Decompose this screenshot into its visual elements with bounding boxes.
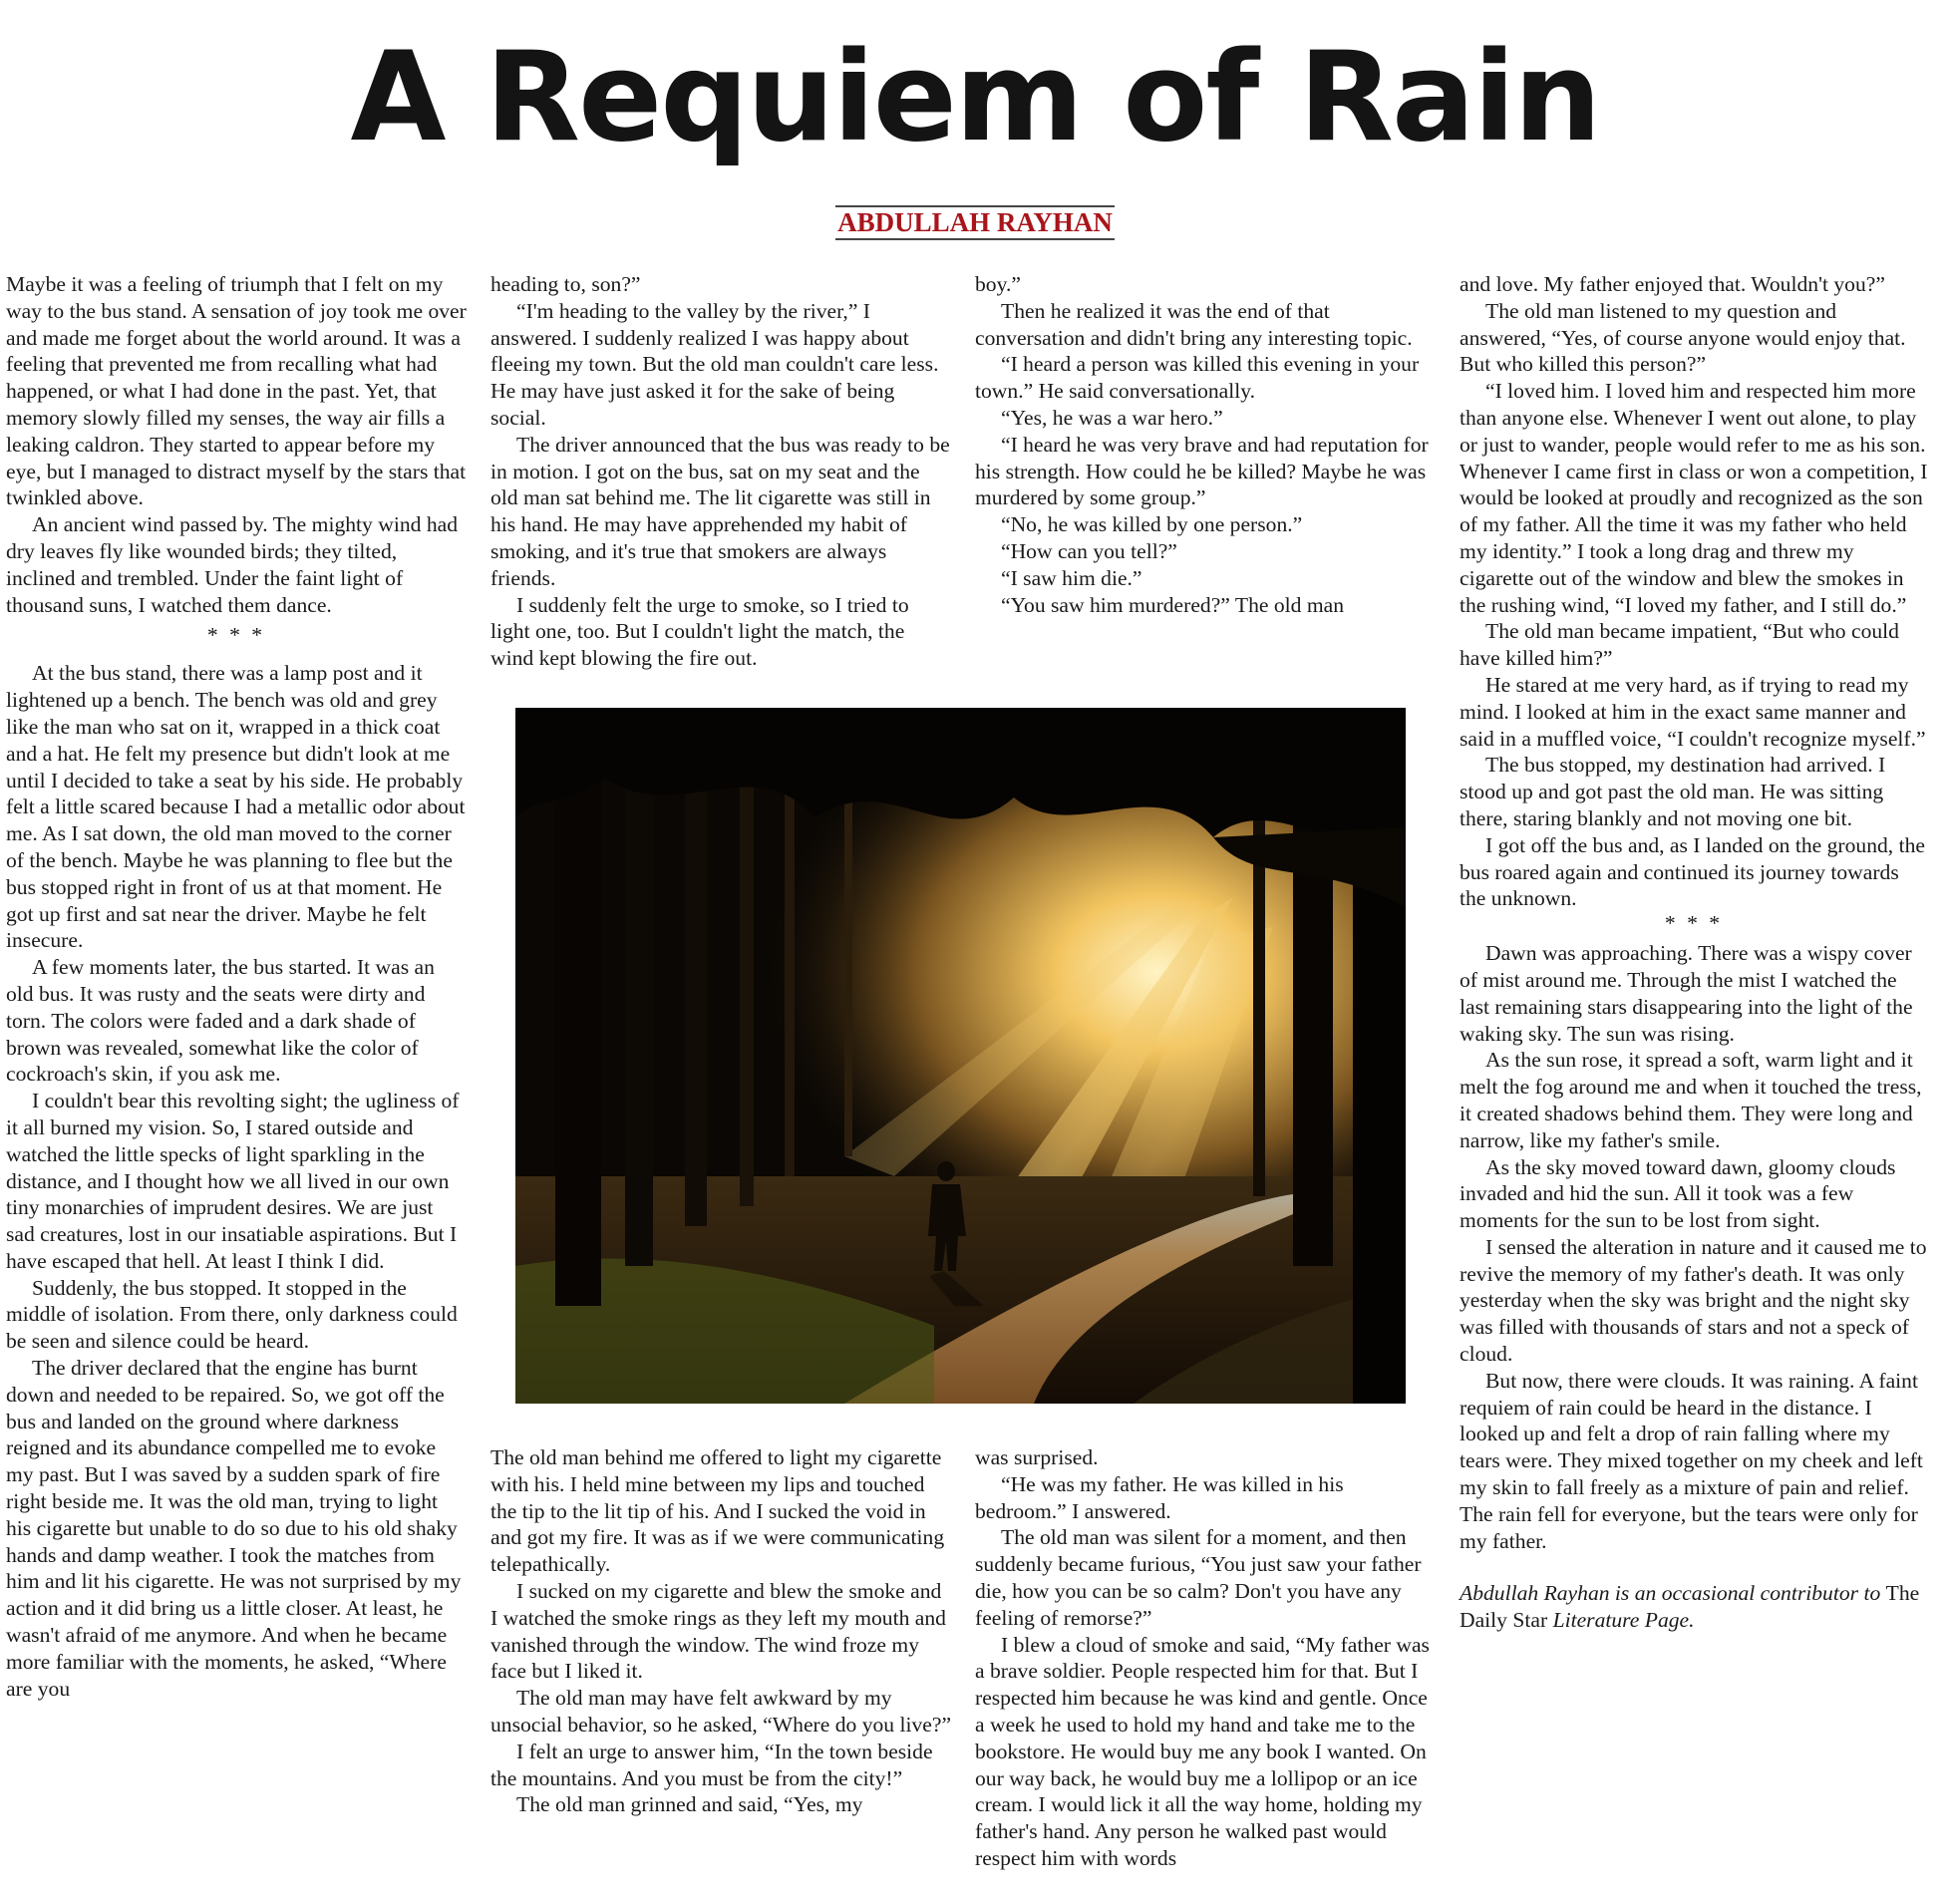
paragraph: The old man grinned and said, “Yes, my: [516, 1792, 863, 1817]
paragraph: “I'm heading to the valley by the river,” I answered. I suddenly realized I was happy about fleeing my town. But the old man couldn't care less. He may have just asked it for the sake of being social.: [490, 298, 939, 430]
paragraph: Dawn was approaching. There was a wispy cover of mist around me. Through the mist I watched the last remaining stars disappearing into the light of the waking sky. The sun was rising.: [1460, 941, 1913, 1046]
column-1: [6, 271, 467, 1702]
paragraph: I felt an urge to answer him, “In the town beside the mountains. And you must be from the city!”: [490, 1739, 933, 1790]
paragraph: The old man may have felt awkward by my unsocial behavior, so he asked, “Where do you live?”: [490, 1686, 952, 1737]
paragraph: The old man was silent for a moment, and then suddenly became furious, “You just saw your father die, how you can be so calm? Don't you have any feeling of remorse?”: [975, 1525, 1422, 1630]
paragraph: An ancient wind passed by. The mighty wind had dry leaves fly like wounded birds; they tilted, inclined and trembled. Under the faint light of thousand suns, I watched them dance.: [6, 512, 459, 617]
paragraph: heading to, son?”: [490, 272, 641, 296]
article-title: A Requiem of Rain: [350, 26, 1600, 169]
column-3-top: [975, 271, 1434, 618]
paragraph: The bus stopped, my destination had arrived. I stood up and got past the old man. He was sitting there, staring blankly and not moving one bit.: [1460, 753, 1886, 830]
contributor-note-suffix: Literature Page.: [1552, 1608, 1695, 1633]
column-4: [1460, 271, 1928, 1634]
paragraph: He stared at me very hard, as if trying to read my mind. I looked at him in the exact same manner and said in a muffled voice, “I couldn't recognize myself.”: [1460, 672, 1926, 751]
contributor-note: [1460, 1580, 1928, 1634]
paragraph: I got off the bus and, as I landed on the ground, the bus roared again and continued its journey towards the unknown.: [1460, 832, 1925, 911]
paragraph: was surprised.: [975, 1445, 1099, 1469]
paragraph: “How can you tell?”: [1001, 538, 1177, 563]
paragraph: “I saw him die.”: [1001, 565, 1142, 590]
column-2-top: [490, 271, 952, 672]
paragraph: Maybe it was a feeling of triumph that I felt on my way to the bus stand. A sensation of joy took me over and made me forget about the world around. It was a feeling that prevented me from recalling what had happened, or what I had done in the past. Yet, that memory slowly filled my senses, the way air fills a leaking caldron. They started to appear before my eye, but I managed to distract myself by the stars that twinkled above.: [6, 272, 467, 510]
paragraph: The driver announced that the bus was ready to be in motion. I got on the bus, sat on my seat and the old man sat behind me. The lit cigarette was still in his hand. He may have apprehended my habit of smoking, and it's true that smokers are always friends.: [490, 432, 950, 590]
forest-path-illustration: [515, 708, 1406, 1404]
paragraph: I blew a cloud of smoke and said, “My father was a brave soldier. People respected him for that. But I respected him because he was kind and gentle. Once a week he used to hold my hand and take me to the bookstore. He would buy me any book I wanted. On our way back, he would buy me a lollipop or an ice cream. I would lick it all the way home, holding my father's hand. Any person he walked past would respect him with words: [975, 1632, 1430, 1870]
paragraph: boy.”: [975, 272, 1021, 296]
section-break: * * *: [206, 623, 266, 648]
paragraph: “You saw him murdered?” The old man: [1001, 592, 1345, 617]
paragraph: “I loved him. I loved him and respected him more than anyone else. Whenever I went out alone, to play or just to wander, people would refer to me as his son. Whenever I came first in class or won a competition, I would be looked at proudly and recognized as the son of my father. All the time it was my father who held my identity.” I took a long drag and threw my cigarette out of the window and blew the smokes in the rushing wind, “I loved my father, and I still do.”: [1460, 379, 1928, 617]
paragraph: and love. My father enjoyed that. Wouldn't you?”: [1460, 272, 1885, 296]
paragraph: The old man listened to my question and answered, “Yes, of course anyone would enjoy that. But who killed this person?”: [1460, 298, 1906, 377]
paragraph: “I heard he was very brave and had reputation for his strength. How could he be killed? Maybe he was murdered by some group.”: [975, 432, 1429, 510]
paragraph: As the sky moved toward dawn, gloomy clouds invaded and hid the sun. All it took was a few moments for the sun to be lost from sight.: [1460, 1154, 1896, 1233]
section-break: * * *: [1664, 911, 1724, 936]
paragraph: I sucked on my cigarette and blew the smoke and I watched the smoke rings as they left my mouth and vanished through the window. The wind froze my face but I liked it.: [490, 1578, 946, 1684]
column-2-bottom: [490, 1444, 952, 1818]
paragraph: “I heard a person was killed this evening in your town.” He said conversationally.: [975, 352, 1420, 404]
paragraph: The old man behind me offered to light my cigarette with his. I held mine between my lips and touched the tip to the lit tip of his. And I sucked the void in and got my fire. It was as if we were communicating telepathically.: [490, 1445, 945, 1577]
paragraph: A few moments later, the bus started. It was an old bus. It was rusty and the seats were dirty and torn. The colors were faded and a dark shade of brown was revealed, somewhat like the color of cockroach's skin, if you ask me.: [6, 955, 435, 1087]
paragraph: I suddenly felt the urge to smoke, so I tried to light one, too. But I couldn't light the match, the wind kept blowing the fire out.: [490, 592, 909, 671]
paragraph: At the bus stand, there was a lamp post and it lightened up a bench. The bench was old and grey like the man who sat on it, wrapped in a thick coat and a hat. He felt my presence but didn't look at me until I decided to take a seat by his side. He probably felt a little scared because I had a metallic odor about me. As I sat down, the old man moved to the corner of the bench. Maybe he was planning to flee but the bus stopped right in front of us at that moment. He got up first and sat near the driver. Maybe he felt insecure.: [6, 661, 466, 953]
contributor-note-prefix: Abdullah Rayhan is an occasional contributor to: [1460, 1581, 1881, 1606]
paragraph: The driver declared that the engine has burnt down and needed to be repaired. So, we got off the bus and landed on the ground where darkness reigned and its abundance compelled me to evoke my past. But I was saved by a sudden spark of fire right beside me. It was the old man, trying to light his cigarette but unable to do so due to his old shaky hands and damp weather. I took the matches from him and lit his cigarette. He was not surprised by my action and it did bring us a little closer. At least, he wasn't afraid of me anymore. And when he became more familiar with the moments, he asked, “Where are you: [6, 1356, 462, 1701]
author-name: ABDULLAH RAYHAN: [835, 205, 1115, 240]
column-3-bottom: [975, 1444, 1434, 1872]
paragraph: I sensed the alteration in nature and it caused me to revive the memory of my father's death. It was only yesterday when the sky was bright and the night sky was filled with thousands of stars and not a speck of cloud.: [1460, 1234, 1927, 1367]
paragraph: “He was my father. He was killed in his bedroom.” I answered.: [975, 1471, 1344, 1523]
paragraph: The old man became impatient, “But who could have killed him?”: [1460, 619, 1899, 671]
paragraph: But now, there were clouds. It was raining. A faint requiem of rain could be heard in the distance. I looked up and felt a drop of rain falling where my tears were. They mixed together on my cheek and left my skin to fall freely as a mixture of pain and relief. The rain fell for everyone, but the tears were only for my father.: [1460, 1368, 1923, 1553]
paragraph: I couldn't bear this revolting sight; the ugliness of it all burned my vision. So, I stared outside and watched the little specks of light sparkling in the distance, and I thought how we all lived in our own tiny monarchies of imprudent desires. We are just sad creatures, lost in our insatiable aspirations. But I have escaped that hell. At least I think I did.: [6, 1089, 460, 1273]
paragraph: “Yes, he was a war hero.”: [1001, 405, 1223, 430]
paragraph: Then he realized it was the end of that conversation and didn't bring any interesting topic.: [975, 298, 1413, 350]
publication-name: The Daily Star: [1460, 1581, 1920, 1633]
paragraph: As the sun rose, it spread a soft, warm light and it melt the fog around me and when it touched the tress, it created shadows behind them. They were long and narrow, like my father's smile.: [1460, 1048, 1922, 1152]
forest-path-photo: [515, 708, 1406, 1404]
paragraph: “No, he was killed by one person.”: [1001, 512, 1303, 537]
author-byline: [0, 205, 1950, 240]
paragraph: Suddenly, the bus stopped. It stopped in the middle of isolation. From there, only darkness could be seen and silence could be heard.: [6, 1275, 458, 1354]
